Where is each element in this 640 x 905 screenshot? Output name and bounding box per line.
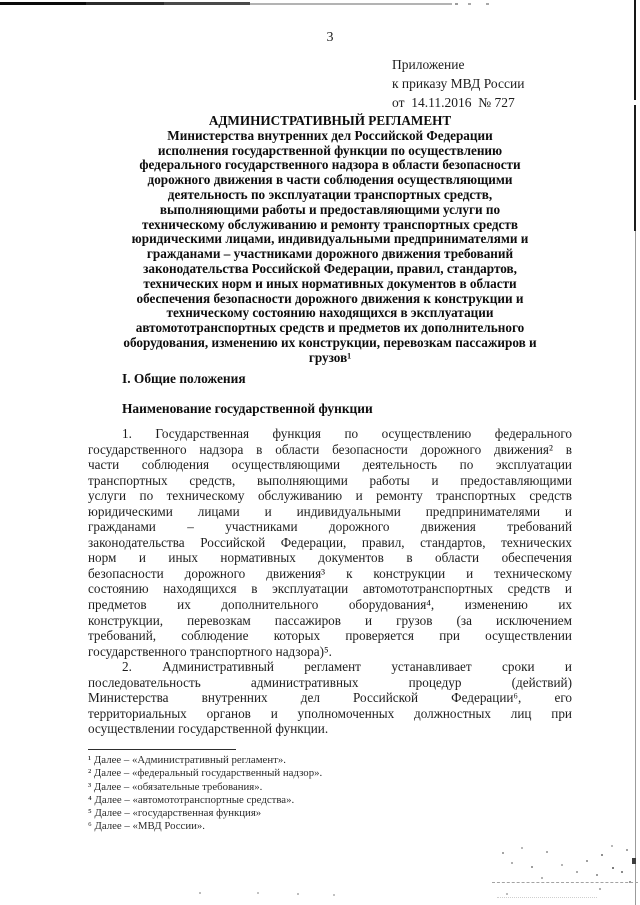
text-line: услуги по техническому обслуживанию и ремонту транспортных средств (88, 488, 572, 504)
scan-artifact-dot (455, 3, 458, 5)
text-line: предметов их дополнительного оборудования⁴, изменению их (88, 597, 572, 613)
text-line: Министерства внутренних дел Российской Федерации⁶, его (88, 690, 572, 706)
section-heading: I. Общие положения (122, 371, 246, 386)
footnote-line: ² Далее – «федеральный государственный надзор». (88, 767, 323, 780)
text-line: состоянию находящихся в эксплуатации автомототранспортных средств и (88, 581, 572, 597)
title-line: техническому состоянию находящихся в эксплуатации (166, 305, 494, 321)
text-line: государственного надзора в области безопасности дорожного движения² в (88, 441, 572, 457)
scan-noise-dashed-line (492, 882, 638, 883)
text-line: государственного транспортного надзора)⁵. (88, 643, 332, 659)
appendix-line: Приложение (392, 57, 465, 72)
text-line: 1. Государственная функция по осуществлению федерального (122, 426, 572, 441)
scan-artifact-right-edge-line (635, 231, 636, 905)
title-line: дорожного движения в части соблюдения осуществляющими (147, 172, 513, 188)
footnote-separator (88, 749, 236, 750)
text-line: части соблюдения осуществляющими деятельность по эксплуатации (88, 457, 572, 473)
text-line: норм и иных нормативных документов в области обеспечения (88, 550, 572, 566)
footnote-line: ¹ Далее – «Административный регламент». (88, 754, 286, 766)
title-line: АДМИНИСТРАТИВНЫЙ РЕГЛАМЕНТ (208, 113, 452, 128)
text-line: юридическими лицами и индивидуальными предпринимателями и (88, 503, 572, 519)
title-line: деятельность по эксплуатации транспортных средств, (167, 186, 493, 202)
title-line: грузов¹ (308, 349, 352, 365)
scan-artifact-top-line (250, 3, 452, 5)
paragraph (88, 426, 572, 659)
page-number: 3 (326, 30, 334, 45)
text-line: требований, соблюдение которых проверяется при осуществлении (88, 628, 572, 644)
scan-artifact-mark (632, 858, 636, 864)
title-line: технических норм и иных нормативных документов в области (143, 275, 517, 291)
text-line: территориальных органов и уполномоченных должностных лиц при (88, 705, 572, 721)
subsection-heading: Наименование государственной функции (122, 401, 373, 416)
title-line: юридическими лицами, индивидуальными предпринимателями и (131, 231, 529, 247)
title-line: техническому обслуживанию и ремонту транспортных средств (141, 216, 518, 232)
title-line: обеспечения безопасности дорожного движения к конструкции и (136, 290, 524, 306)
scan-artifact-top-line (86, 2, 164, 5)
scan-artifact-right-edge-line (634, 105, 636, 231)
title-line: оборудования, изменению их конструкции, перевозкам пассажиров и (123, 334, 537, 350)
title-line: гражданами – участниками дорожного движения требований (146, 246, 514, 262)
text-line: конструкции, перевозкам пассажиров и грузов (за исключением (88, 612, 572, 628)
title-line: исполнения государственной функции по осуществлению (157, 142, 503, 158)
title-line: автомототранспортных средств и предметов их дополнительного (135, 320, 525, 336)
scan-artifact-dot (468, 3, 471, 5)
body-text (88, 426, 572, 737)
appendix-line: к приказу МВД России (392, 76, 525, 91)
document-title (88, 114, 572, 366)
text-line: осуществлении государственной функции. (88, 721, 329, 737)
text-line: гражданами – участниками дорожного движения требований (88, 519, 572, 535)
appendix-block (392, 55, 524, 112)
appendix-line: от 14.11.2016 № 727 (392, 95, 515, 110)
scan-artifact-right-edge-line (634, 0, 636, 100)
footnotes (88, 754, 558, 834)
text-line: 2. Административный регламент устанавливает сроки и (122, 659, 572, 675)
footnote-line: ⁴ Далее – «автомототранспортные средства». (88, 793, 295, 806)
text-line: законодательства Российской Федерации, правил, стандартов, технических (88, 534, 572, 550)
title-line: Министерства внутренних дел Российской Федерации (167, 127, 493, 143)
text-line: последовательность административных процедур (действий) (88, 674, 572, 690)
scan-artifact-top-line (164, 2, 250, 5)
paragraph (88, 659, 572, 737)
text-line: безопасности дорожного движения³ к конструкции и техническому (88, 565, 572, 581)
footnote-line: ⁵ Далее – «государственная функция» (88, 807, 262, 820)
title-line: выполняющими работы и предоставляющими услуги по (159, 201, 501, 217)
footnote-line: ³ Далее – «обязательные требования». (88, 780, 263, 793)
footnote-line: ⁶ Далее – «МВД России». (88, 820, 205, 833)
text-line: транспортных средств, выполняющими работы и предоставляющими (88, 472, 572, 488)
scan-noise-speckles (0, 0, 2, 2)
scan-artifact-top-line (0, 2, 86, 5)
scan-noise-dotted-line (497, 897, 597, 898)
title-line: законодательства Российской Федерации, правил, стандартов, (143, 260, 517, 276)
scan-artifact-dot (486, 3, 489, 5)
title-line: федерального государственного надзора в области безопасности (139, 157, 521, 173)
